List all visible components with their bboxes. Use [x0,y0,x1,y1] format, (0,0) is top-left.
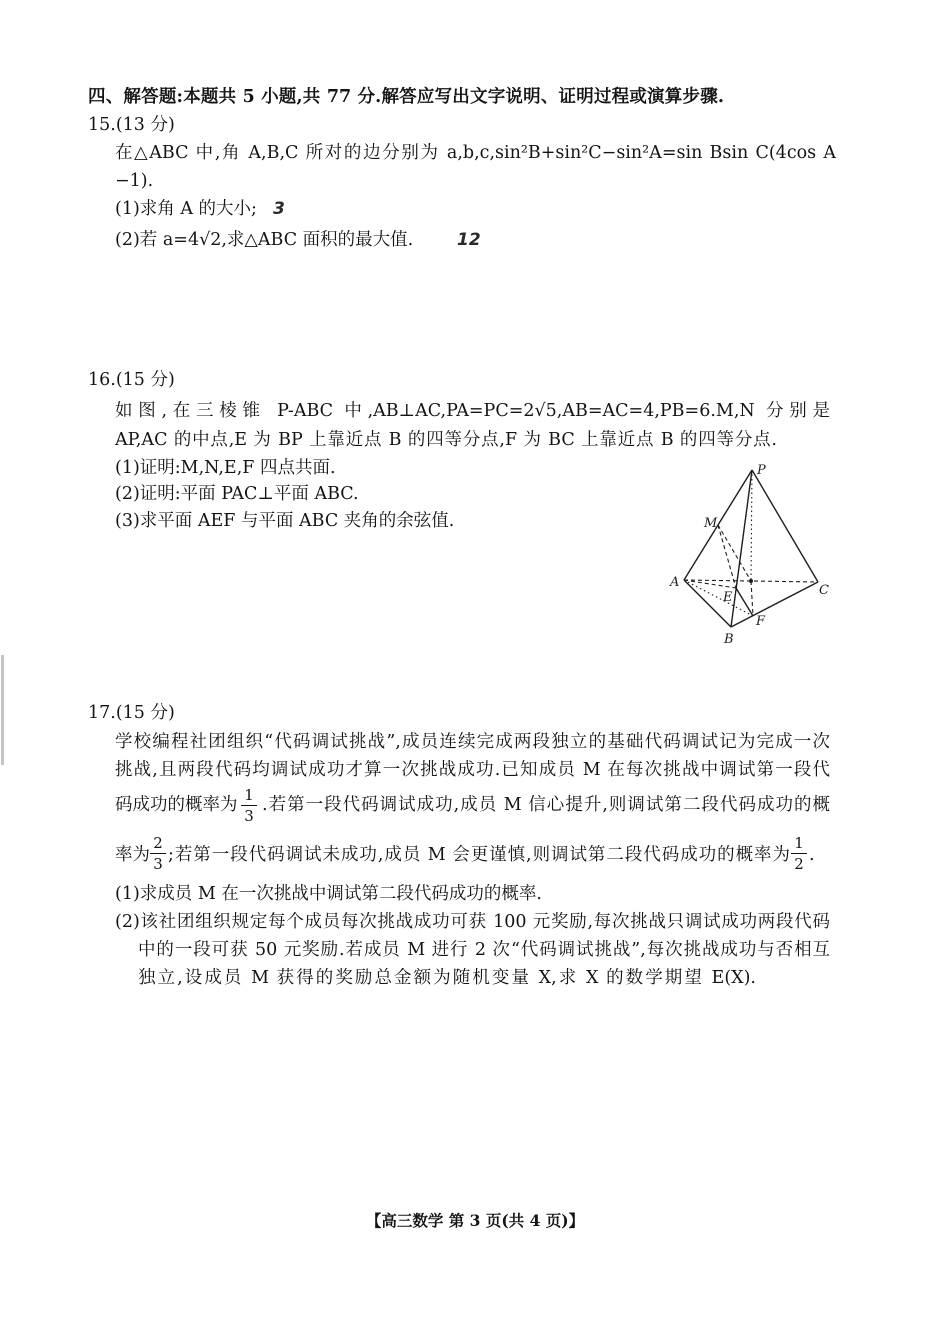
q15-stem-line-1: 在△ABC 中,角 A,B,C 所对的边分别为 a,b,c,sin²B+sin²C−sin²A=sin Bsin C(4cos A [115,143,836,163]
label-b: B [724,632,734,647]
segment-me [718,525,736,588]
q17-part-2-line-2: 中的一段可获 50 元奖励.若成员 M 进行 2 次“代码调试挑战”,每次挑战成功与否相互 [138,940,830,960]
point-n [749,579,753,583]
q17-stem-line-4-middle: ;若第一段代码调试未成功,成员 M 会更谨慎,则调试第二段代码成功的概率为 [168,845,790,865]
q17-part-1: (1)求成员 M 在一次挑战中调试第二段代码成功的概率. [115,884,542,904]
edge-pc [752,470,818,582]
fraction-second-after-success [149,833,167,874]
q17-stem-line-4-after: . [809,845,815,865]
q16-stem-line-2: AP,AC 的中点,E 为 BP 上靠近点 B 的四等分点,F 为 BC 上靠近点 B 的四等分点. [115,430,777,450]
edge-bc [731,582,818,627]
label-c: C [819,583,829,598]
q15-number: 15.(13 分) [88,115,175,135]
q17-number: 17.(15 分) [88,703,175,723]
label-p: P [757,463,766,478]
scan-edge-mark [1,655,4,765]
q17-stem-line-1: 学校编程社团组织“代码调试挑战”,成员连续完成两段独立的基础代码调试记为完成一次 [115,732,830,752]
q15-handwritten-mark-2: 12 [457,230,481,250]
q15-handwritten-mark-1: 3 [273,199,285,219]
label-m: M [704,516,718,531]
q17-part-2-line-3: 独立,设成员 M 获得的奖励总金额为随机变量 X,求 X 的数学期望 E(X). [138,968,756,988]
fraction-denominator: 3 [150,853,166,874]
q17-stem-line-2: 挑战,且两段代码均调试成功才算一次挑战成功.已知成员 M 在每次挑战中调试第一段代 [115,760,830,780]
segment-pn [751,470,752,581]
fraction-second-after-failure [790,833,808,874]
fraction-numerator: 2 [153,834,163,852]
label-f: F [756,614,766,629]
q17-part-2-line-1: (2)该社团组织规定每个成员每次挑战成功可获 100 元奖励,每次挑战只调试成功两段代码 [115,912,830,932]
q16-part-3: (3)求平面 AEF 与平面 ABC 夹角的余弦值. [115,511,455,531]
fraction-denominator: 3 [241,805,257,826]
q16-stem-line-1: 如图,在三棱锥 P-ABC 中,AB⊥AC,PA=PC=2√5,AB=AC=4,PB=6.M,N 分别是 [115,401,830,421]
q16-part-2: (2)证明:平面 PAC⊥平面 ABC. [115,484,359,504]
fraction-denominator: 2 [791,853,807,874]
fraction-first-segment-success [240,785,258,826]
label-a: A [670,575,680,590]
q16-part-1: (1)证明:M,N,E,F 四点共面. [115,458,336,478]
segment-nf [751,581,753,616]
q16-number: 16.(15 分) [88,370,175,390]
pyramid-figure [660,455,840,650]
q17-stem-line-3-before: 码成功的概率为 [115,795,238,815]
label-e: E [723,590,733,605]
segment-mn [718,525,751,581]
page-footer: 【高三数学 第 3 页(共 4 页)】 [365,1211,585,1230]
edge-pb [731,470,752,627]
q17-stem-line-4-before: 率为 [115,845,150,865]
q15-stem-line-2: −1). [115,171,154,191]
q17-stem-line-3-after: .若第一段代码调试成功,成员 M 信心提升,则调试第二段代码成功的概 [262,795,830,815]
fraction-numerator: 1 [244,786,254,804]
fraction-numerator: 1 [794,834,804,852]
section-header: 四、解答题:本题共 5 小题,共 77 分.解答应写出文字说明、证明过程或演算步骤. [88,87,724,107]
q15-part-1: (1)求角 A 的大小; [115,199,257,219]
q15-part-2: (2)若 a=4√2,求△ABC 面积的最大值. [115,230,414,250]
